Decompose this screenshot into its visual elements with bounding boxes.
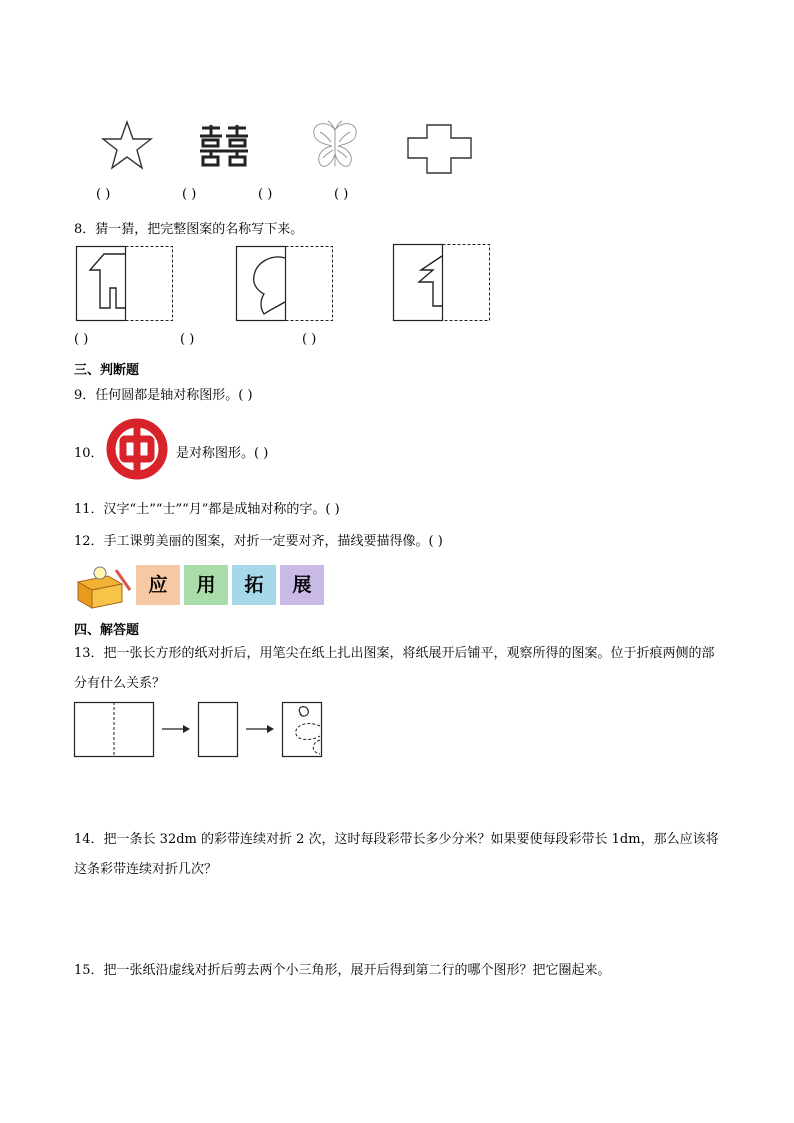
cross-icon [407,124,473,174]
question-11: 11．汉字“土”“士”“月”都是成轴对称的字。( ) [74,502,340,517]
section-4-heading: 四、解答题 [74,623,140,638]
answer-paren-2[interactable]: ( ) [182,187,197,202]
section-3-heading: 三、判断题 [74,363,140,378]
bank-logo-icon [106,418,168,480]
question-10-number: 10． [74,446,104,461]
question-13: 13．把一张长方形的纸对折后，用笔尖在纸上扎出图案，将纸展开后铺平，观察所得的图案。位于折痕两侧的部分有什么关系？ [74,646,715,691]
question-15: 15．把一张纸沿虚线对折后剪去两个小三角形，展开后得到第二行的哪个图形？把它圈起来。 [74,963,611,978]
half-figure-1 [76,246,174,322]
half-figure-2 [236,246,334,322]
double-happiness-icon [198,124,250,168]
question-9: 9．任何圆都是轴对称图形。( ) [74,388,253,403]
banner-tile-1: 应 [136,565,180,605]
folding-steps-diagram [74,700,326,760]
answer-paren-8a[interactable]: ( ) [74,332,89,347]
answer-paren-1[interactable]: ( ) [96,187,111,202]
answer-paren-8b[interactable]: ( ) [180,332,195,347]
question-14: 14．把一条长 32dm 的彩带连续对折 2 次，这时每段彩带长多少分米？如果要使每段彩带长 1dm，那么应该将这条彩带连续对折几次？ [74,832,719,877]
star-icon [100,120,154,170]
banner-tile-4: 展 [280,565,324,605]
question-12: 12．手工课剪美丽的图案，对折一定要对齐，描线要描得像。( ) [74,534,443,549]
banner-tile-2: 用 [184,565,228,605]
banner-tile-3: 拓 [232,565,276,605]
question-10-text: 是对称图形。( ) [176,446,269,461]
answer-paren-3[interactable]: ( ) [258,187,273,202]
butterfly-icon [310,120,360,172]
toolbox-icon [72,564,134,610]
question-8: 8．猜一猜，把完整图案的名称写下来。 [74,222,304,237]
half-figure-3 [393,244,491,322]
answer-paren-8c[interactable]: ( ) [302,332,317,347]
answer-paren-4[interactable]: ( ) [334,187,349,202]
